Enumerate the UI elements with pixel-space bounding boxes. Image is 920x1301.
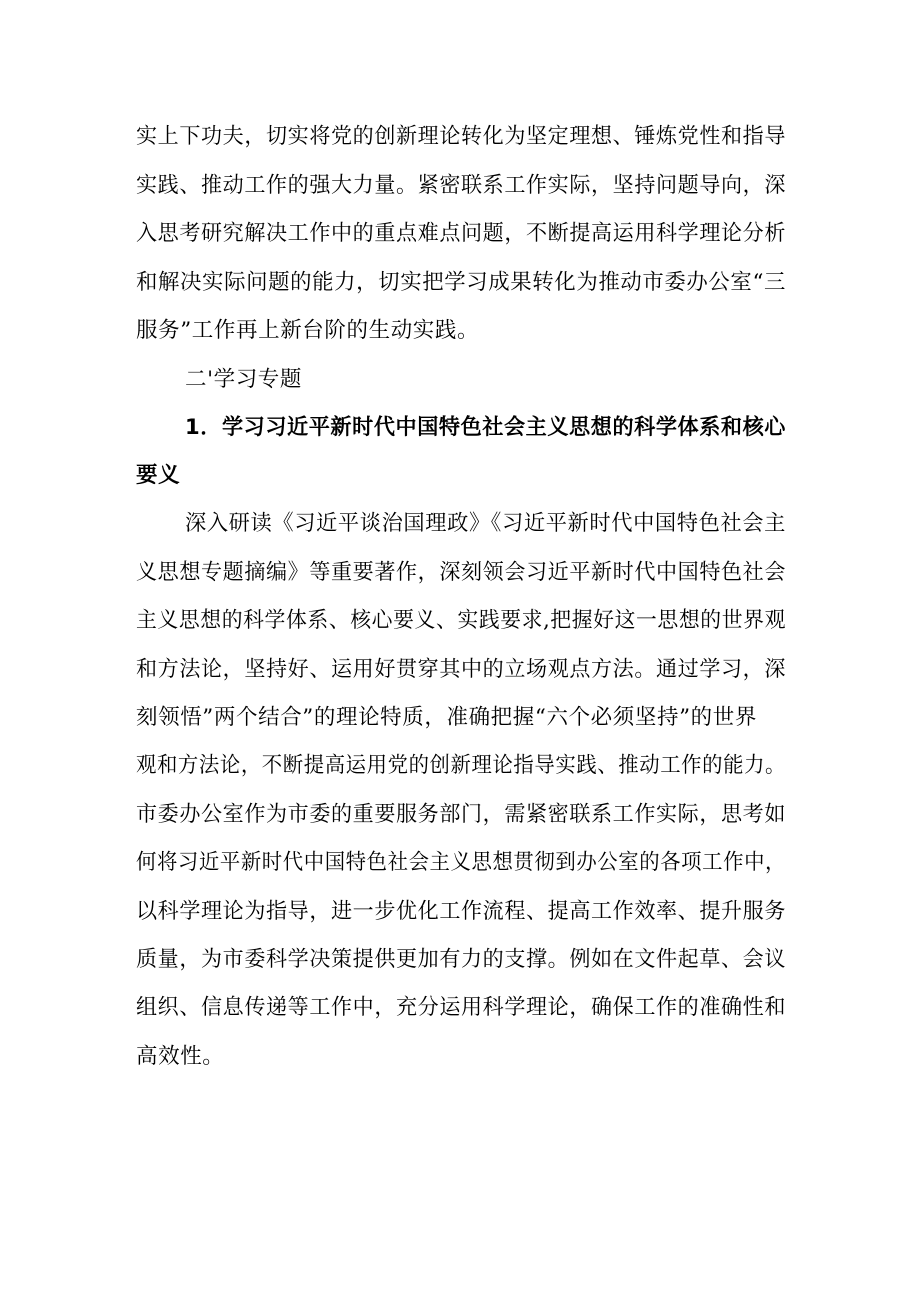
paragraph-2-line-11: 组织、信息传递等工作中，充分运用科学理论，确保工作的准确性和 [136, 995, 787, 1020]
paragraph-1-line-1: 实上下功夫，切实将党的创新理论转化为坚定理想、锤炼党性和指导 [136, 124, 787, 149]
paragraph-2-line-12: 高效性。 [136, 1044, 225, 1069]
paragraph-2-line-4: 和方法论，坚持好、运用好贯穿其中的立场观点方法。通过学习，深 [136, 657, 787, 682]
paragraph-2-line-8: 何将习近平新时代中国特色社会主义思想贯彻到办公室的各项工作中， [136, 850, 787, 875]
paragraph-2-line-6: 观和方法论，不断提高运用党的创新理论指导实践、推动工作的能力。 [136, 753, 787, 778]
paragraph-2-line-3: 主义思想的科学体系、核心要义、实践要求,把握好这一思想的世界观 [136, 608, 786, 633]
paragraph-2-line-2: 义思想专题摘编》等重要著作，深刻领会习近平新时代中国特色社会 [136, 560, 787, 585]
paragraph-2-line-1: 深入研读《习近平谈治国理政》《习近平新时代中国特色社会主 [185, 511, 787, 536]
paragraph-1-line-3: 入思考研究解决工作中的重点难点问题，不断提高运用科学理论分析 [136, 221, 787, 246]
subheading-line-1: 1．学习习近平新时代中国特色社会主义思想的科学体系和核心 [185, 415, 786, 440]
paragraph-1-line-5: 服务”工作再上新台阶的生动实践。 [136, 318, 480, 343]
paragraph-2-line-5: 刻领悟”两个结合”的理论特质，准确把握“六个必须坚持”的世界 [136, 705, 757, 730]
paragraph-2-line-9: 以科学理论为指导，进一步优化工作流程、提高工作效率、提升服务 [136, 899, 787, 924]
paragraph-2-line-7: 市委办公室作为市委的重要服务部门，需紧密联系工作实际，思考如 [136, 802, 787, 827]
subheading-line-2: 要义 [136, 463, 181, 488]
section-heading: 二'学习专题 [185, 367, 303, 392]
paragraph-2-line-10: 质量，为市委科学决策提供更加有力的支撑。例如在文件起草、会议 [136, 947, 787, 972]
paragraph-1-line-2: 实践、推动工作的强大力量。紧密联系工作实际，坚持问题导向，深 [136, 173, 787, 198]
paragraph-1-line-4: 和解决实际问题的能力，切实把学习成果转化为推动市委办公室“三 [136, 270, 787, 295]
